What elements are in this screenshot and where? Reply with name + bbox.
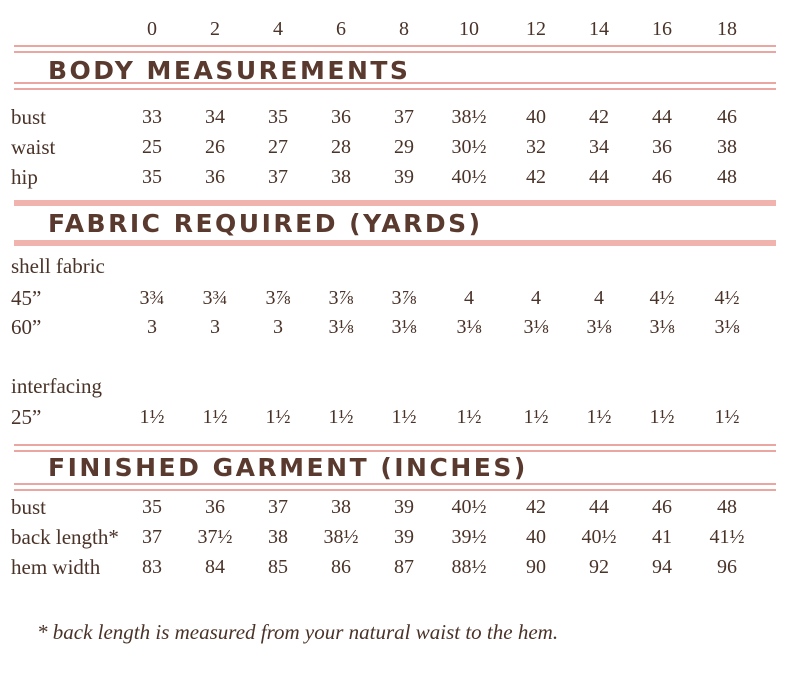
table-cell: 4½ [714, 287, 740, 309]
size-label: 14 [589, 18, 609, 40]
table-cell: 3⅛ [649, 316, 675, 338]
table-cell: 28 [331, 136, 351, 158]
table-cell: 3⅞ [391, 287, 417, 309]
size-label: 16 [652, 18, 672, 40]
table-cell: 36 [205, 166, 225, 188]
footnote: * back length is measured from your natural waist to the hem. [37, 620, 559, 644]
table-cell: 3⅛ [391, 316, 417, 338]
table-cell: 41½ [709, 526, 745, 548]
table-cell: 96 [717, 556, 737, 578]
table-cell: 4½ [649, 287, 675, 309]
table-cell: 46 [717, 106, 737, 128]
size-label: 4 [273, 18, 283, 40]
table-cell: 90 [526, 556, 546, 578]
table-cell: 4 [531, 287, 541, 309]
table-cell: 25 [142, 136, 162, 158]
size-label: 8 [399, 18, 409, 40]
finished-garment-heading: FINISHED GARMENT (INCHES) [48, 453, 528, 482]
table-cell: 38 [331, 166, 351, 188]
table-cell: 27 [268, 136, 288, 158]
body-measurements-heading: BODY MEASUREMENTS [48, 56, 411, 85]
interfacing-subheading [0, 371, 800, 401]
table-cell: 35 [142, 166, 162, 188]
table-cell: 36 [652, 136, 672, 158]
table-cell: 40 [526, 106, 546, 128]
shell-fabric-subheading [0, 251, 800, 281]
table-cell: 30½ [451, 136, 487, 158]
table-cell: 38 [268, 526, 288, 548]
section-divider [14, 483, 776, 491]
table-cell: 3⅛ [456, 316, 482, 338]
table-cell: 1½ [139, 406, 165, 428]
size-header-row [0, 14, 800, 44]
table-cell: 1½ [328, 406, 354, 428]
size-label: 12 [526, 18, 546, 40]
table-cell: 3⅛ [586, 316, 612, 338]
row-label: 60” [11, 315, 42, 339]
table-row [0, 492, 800, 522]
table-cell: 3¾ [202, 287, 228, 309]
table-cell: 39 [394, 166, 414, 188]
table-cell: 1½ [202, 406, 228, 428]
table-cell: 38½ [323, 526, 359, 548]
table-cell: 3⅛ [523, 316, 549, 338]
table-cell: 3⅞ [265, 287, 291, 309]
table-cell: 3¾ [139, 287, 165, 309]
table-cell: 4 [594, 287, 604, 309]
table-cell: 40½ [451, 496, 487, 518]
size-label: 6 [336, 18, 346, 40]
table-cell: 37 [142, 526, 162, 548]
table-cell: 3 [210, 316, 220, 338]
fabric-required-heading: FABRIC REQUIRED (YARDS) [48, 209, 483, 238]
table-cell: 42 [526, 496, 546, 518]
table-cell: 1½ [714, 406, 740, 428]
table-cell: 92 [589, 556, 609, 578]
table-cell: 46 [652, 166, 672, 188]
table-cell: 1½ [456, 406, 482, 428]
section-divider [14, 45, 776, 53]
table-cell: 42 [526, 166, 546, 188]
table-cell: 37 [268, 496, 288, 518]
table-cell: 87 [394, 556, 414, 578]
section-divider [14, 240, 776, 246]
table-cell: 34 [589, 136, 609, 158]
table-cell: 37 [268, 166, 288, 188]
table-row [0, 102, 800, 132]
size-label: 2 [210, 18, 220, 40]
shell-fabric-label: shell fabric [11, 254, 105, 278]
table-row [0, 552, 800, 582]
table-cell: 48 [717, 496, 737, 518]
interfacing-label: interfacing [11, 374, 102, 398]
row-label: hem width [11, 555, 101, 579]
table-cell: 1½ [391, 406, 417, 428]
table-cell: 44 [589, 496, 609, 518]
table-cell: 38½ [451, 106, 487, 128]
table-cell: 1½ [523, 406, 549, 428]
table-cell: 29 [394, 136, 414, 158]
table-cell: 40½ [581, 526, 617, 548]
table-cell: 36 [331, 106, 351, 128]
table-cell: 40½ [451, 166, 487, 188]
table-cell: 33 [142, 106, 162, 128]
table-cell: 41 [652, 526, 672, 548]
table-cell: 85 [268, 556, 288, 578]
row-label: 25” [11, 405, 42, 429]
section-divider [14, 200, 776, 206]
table-cell: 38 [331, 496, 351, 518]
table-cell: 39½ [451, 526, 487, 548]
table-row [0, 162, 800, 192]
table-cell: 37½ [197, 526, 233, 548]
table-cell: 39 [394, 526, 414, 548]
table-row [0, 522, 800, 552]
table-cell: 26 [205, 136, 225, 158]
table-cell: 1½ [586, 406, 612, 428]
table-cell: 44 [652, 106, 672, 128]
table-cell: 40 [526, 526, 546, 548]
table-cell: 88½ [451, 556, 487, 578]
table-cell: 3⅞ [328, 287, 354, 309]
row-label: 45” [11, 286, 42, 310]
table-cell: 3 [273, 316, 283, 338]
table-row [0, 283, 800, 313]
table-cell: 44 [589, 166, 609, 188]
table-cell: 3 [147, 316, 157, 338]
section-divider [14, 82, 776, 90]
table-row [0, 312, 800, 342]
table-row [0, 132, 800, 162]
table-cell: 3⅛ [328, 316, 354, 338]
row-label: hip [11, 165, 38, 189]
table-row [0, 402, 800, 432]
table-cell: 46 [652, 496, 672, 518]
table-cell: 42 [589, 106, 609, 128]
table-cell: 84 [205, 556, 225, 578]
table-cell: 32 [526, 136, 546, 158]
table-cell: 35 [268, 106, 288, 128]
table-cell: 36 [205, 496, 225, 518]
table-cell: 39 [394, 496, 414, 518]
row-label: waist [11, 135, 56, 159]
table-cell: 34 [205, 106, 225, 128]
table-cell: 48 [717, 166, 737, 188]
table-cell: 83 [142, 556, 162, 578]
row-label: bust [11, 105, 47, 129]
table-cell: 35 [142, 496, 162, 518]
table-cell: 1½ [649, 406, 675, 428]
table-cell: 4 [464, 287, 474, 309]
table-cell: 38 [717, 136, 737, 158]
size-label: 10 [459, 18, 479, 40]
table-cell: 1½ [265, 406, 291, 428]
table-cell: 94 [652, 556, 672, 578]
row-label: back length* [11, 525, 119, 549]
table-cell: 86 [331, 556, 351, 578]
size-label: 0 [147, 18, 157, 40]
size-label: 18 [717, 18, 737, 40]
row-label: bust [11, 495, 47, 519]
table-cell: 37 [394, 106, 414, 128]
table-cell: 3⅛ [714, 316, 740, 338]
